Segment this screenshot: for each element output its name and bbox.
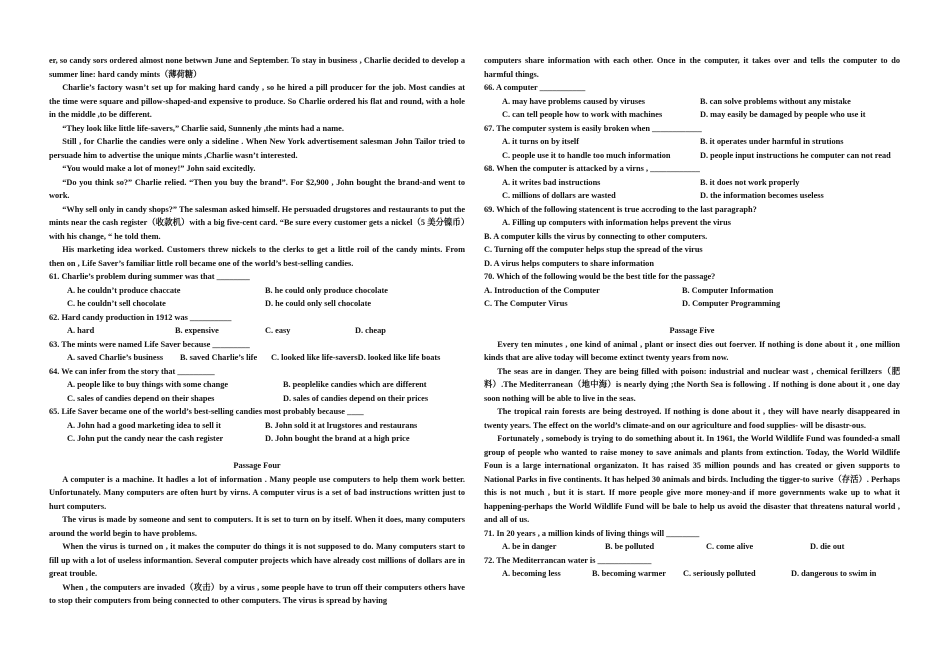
paragraph: Every ten minutes , one kind of animal , plant or insect dies out foerver. If nothing is done about it , one million kinds that are alive today will become extinct twenty years from now. — [484, 339, 900, 362]
option: B. saved Charlie’s life — [180, 353, 258, 362]
option: D. dangerous to swim in — [791, 569, 877, 578]
option: A. Filling up computers with information helps prevent the virus — [502, 218, 731, 227]
paragraph: computers share information with each other. Once in the computer, it takes over and tells the computer to do harmful things. — [484, 56, 900, 79]
option: C. people use it to handle too much information — [502, 150, 671, 160]
options-70 — [484, 284, 900, 298]
paragraph: When , the computers are invaded（攻击）by a virus , some people have to trun off their computers others have to stop their computers from being connected to other computers. The virus is spread by having — [49, 582, 465, 605]
option: B. be polluted — [605, 542, 655, 551]
question-67: 67. The computer system is easily broken when ____________ — [484, 123, 702, 133]
option: A. it writes bad instructions — [502, 177, 601, 187]
paragraph: The seas are in danger. They are being filled with poison: industrial and nuclear wast , chemical ferillzers（肥料）.The Mediterranean（地中海）is nearly dying ;the North Sea is following . If nothing is done about it , one day soon nothing will be able to live in the seas. — [484, 366, 900, 403]
option: B. A computer kills the virus by connecting to other computers. — [484, 231, 708, 241]
question-68: 68. When the computer is attacked by a virns , ____________ — [484, 164, 700, 173]
option: B. becoming warmer — [592, 569, 666, 578]
option: C. can tell people how to work with machines — [502, 110, 663, 119]
option: A. saved Charlie’s business — [67, 353, 164, 362]
option: D. John bought the brand at a high price — [265, 434, 410, 443]
paragraph: When the virus is turned on , it makes the computer do things it is not supposed to do. Many computers start to fill up with a lot of useless informantion. Several computer projects which have already cost millions of dollars are in great trouble. — [49, 542, 465, 578]
option: B. can solve problems without any mistake — [700, 96, 851, 106]
options-69-a — [484, 216, 900, 230]
left-column — [49, 54, 465, 608]
option: A. be in danger — [502, 542, 557, 551]
paragraph: “Why sell only in candy shops?” The salesman asked himself. He persuaded drugstores and restaurants to put the mints near the cash register（收款机）with a big five-cent card. “Be sure every customer gets a nickel（5 美分镍币）with his change, “ he told them. — [49, 204, 465, 241]
option: D. Computer Programming — [682, 299, 781, 308]
option: D. he could only sell chocolate — [265, 299, 372, 308]
options-66-cd — [484, 108, 900, 122]
question-65: 65. Life Saver became one of the world’s best-selling candies most probably because ____ — [49, 407, 364, 416]
option: C. sales of candies depend on their shapes — [67, 393, 215, 403]
option: A. hard — [67, 326, 95, 335]
paragraph: The virus is made by someone and sent to computers. It is set to turn on by itself. When it does, many computers around the world begin to have problems. — [49, 515, 465, 538]
paragraph: A computer is a machine. It hadles a lot of information . Many people use computers to help them work better. Unfortunately. Many computers are often hurt by virns. A computer virus is a set of bad instructions written just to hurt computers. — [49, 474, 465, 511]
paragraph: Still , for Charlie the candies were only a sideline . When New York advertisement salesman John Tailor tried to persuade him to advertise the unique mints ,Charlie wasn’t interested. — [49, 137, 465, 160]
paragraph: His marketing idea worked. Customers threw nickels to the clerks to get a little roil of the candy mints. From then on , Life Saver’s familiar little roll became one of the world’s best-selling candies. — [49, 245, 465, 268]
option: D. may easily be damaged by people who use it — [700, 110, 866, 119]
option: D. people input instructions he computer can not read — [700, 150, 891, 160]
option: A. may have problems caused by viruses — [502, 96, 645, 106]
options-68-cd — [484, 189, 900, 203]
option: D. sales of candies depend on their prices — [283, 393, 429, 403]
paragraph: “Do you think so?” Charlie relied. “Then you buy the brand”. For $2,900 , John bought the brand-and went to work. — [49, 177, 465, 200]
options-63 — [49, 351, 465, 365]
option: C. easy — [265, 326, 291, 335]
options-71 — [484, 540, 900, 554]
options-66 — [484, 95, 900, 109]
options-65-cd — [49, 432, 465, 446]
option: C. millions of dollars are wasted — [502, 191, 616, 200]
option: C. come alive — [706, 542, 754, 551]
options-62 — [49, 324, 465, 338]
question-71: 71. In 20 years , a million kinds of living things will ________ — [484, 528, 700, 538]
question-64: 64. We can infer from the story that _________ — [49, 366, 215, 376]
question-70: 70. Which of the following would be the best title for the passage? — [484, 272, 716, 281]
option: C. Turning off the computer helps stup the spread of the virus — [484, 245, 703, 254]
paragraph: Fortunately , somebody is trying to do something about it. In 1961, the World Wildlife Fund was founded-a small group of people who wanted to raise money to save animals and plants from extinction. Today, the World Wildlife Foun is a large international organizaton. It has raised 35 million pounds and has created or given supports to National Parks in five continents. It has helped 30 animals and birds. Including the tigger-to surive（存活）. Perhaps this is not much , but it is start. If more people give more money-and if more governments wake up to what it happening-perhaps the World Wildlife Fund will be bale to help us avoid the disaster that threatens natural world , and all of us. — [484, 434, 900, 524]
question-61: 61. Charlie’s problem during summer was that ________ — [49, 272, 250, 281]
option: C. he couldn’t sell chocolate — [67, 299, 166, 308]
option: B. it does not work properly — [700, 177, 800, 187]
option: A. John had a good marketing idea to sell it — [67, 420, 221, 430]
paragraph: “They look like little life-savers,” Charlie said, Sunnenly ,the mints had a name. — [62, 123, 344, 133]
option: C. looked like life-saversD. looked like life boats — [271, 353, 441, 362]
passage-four-title: Passage Four — [233, 461, 281, 470]
option: B. peoplelike candies which are different — [283, 380, 427, 389]
option: B. he could only produce chocolate — [265, 285, 388, 295]
option: D. die out — [810, 542, 845, 551]
option: B. Computer Information — [682, 285, 774, 295]
right-column — [484, 54, 900, 581]
options-72 — [484, 567, 900, 581]
option: D. the information becomes useless — [700, 191, 824, 200]
options-67-c — [484, 149, 900, 163]
question-69: 69. Which of the following statencent is true accroding to the last paragraph? — [484, 204, 757, 214]
passage-five-title: Passage Five — [669, 326, 715, 335]
paragraph: “You would make a lot of money!” John said excitedly. — [62, 164, 256, 173]
option: B. it operates under harmful in strutions — [700, 137, 844, 146]
paragraph: er, so candy sors ordered almost none betwwn June and September. To stay in business , Charlie decided to develop a summer line: hard candy mints（薄荷糖） — [49, 56, 465, 79]
options-61-cd — [49, 297, 465, 311]
paragraph: The tropical rain forests are being destroyed. If nothing is done about it , they will have nearly disappeared in twenty years. The effect on the world’s climate-and on our agriculture and food supplies- will be disastr-ous. — [484, 407, 900, 430]
options-68 — [484, 176, 900, 190]
options-64-cd — [49, 392, 465, 406]
question-63: 63. The mints were named Life Saver because _________ — [49, 339, 250, 349]
option: D. A virus helps computers to share information — [484, 258, 654, 268]
option: A. it turns on by itself — [502, 137, 579, 146]
options-70-cd — [484, 297, 900, 311]
option: B. John sold it at lrugstores and restaurans — [265, 420, 418, 430]
question-72: 72. The Mediterrancan water is _____________ — [484, 555, 652, 565]
option: A. he couldn’t produce chaccate — [67, 285, 181, 295]
option: D. cheap — [355, 326, 386, 335]
option: A. Introduction of the Computer — [484, 285, 600, 295]
question-66: 66. A computer ___________ — [484, 83, 586, 92]
question-62: 62. Hard candy production in 1912 was __________ — [49, 312, 232, 322]
options-67 — [484, 135, 900, 149]
paragraph: Charlie’s factory wasn’t set up for making hard candy , so he hired a pill producer for the job. Most candies at the time were square and pillow-shaped-and expensive to produce. So Charlie ordered his flat and round, with a hole in the middle ,to be different. — [49, 83, 465, 119]
option: A. becoming less — [502, 569, 561, 578]
option: C. The Computer Virus — [484, 299, 568, 308]
options-61 — [49, 284, 465, 298]
options-64 — [49, 378, 465, 392]
option: C. John put the candy near the cash register — [67, 434, 224, 443]
option: C. seriously polluted — [683, 569, 756, 578]
option: A. people like to buy things with some change — [67, 380, 229, 389]
options-65 — [49, 419, 465, 433]
option: B. expensive — [175, 326, 219, 335]
